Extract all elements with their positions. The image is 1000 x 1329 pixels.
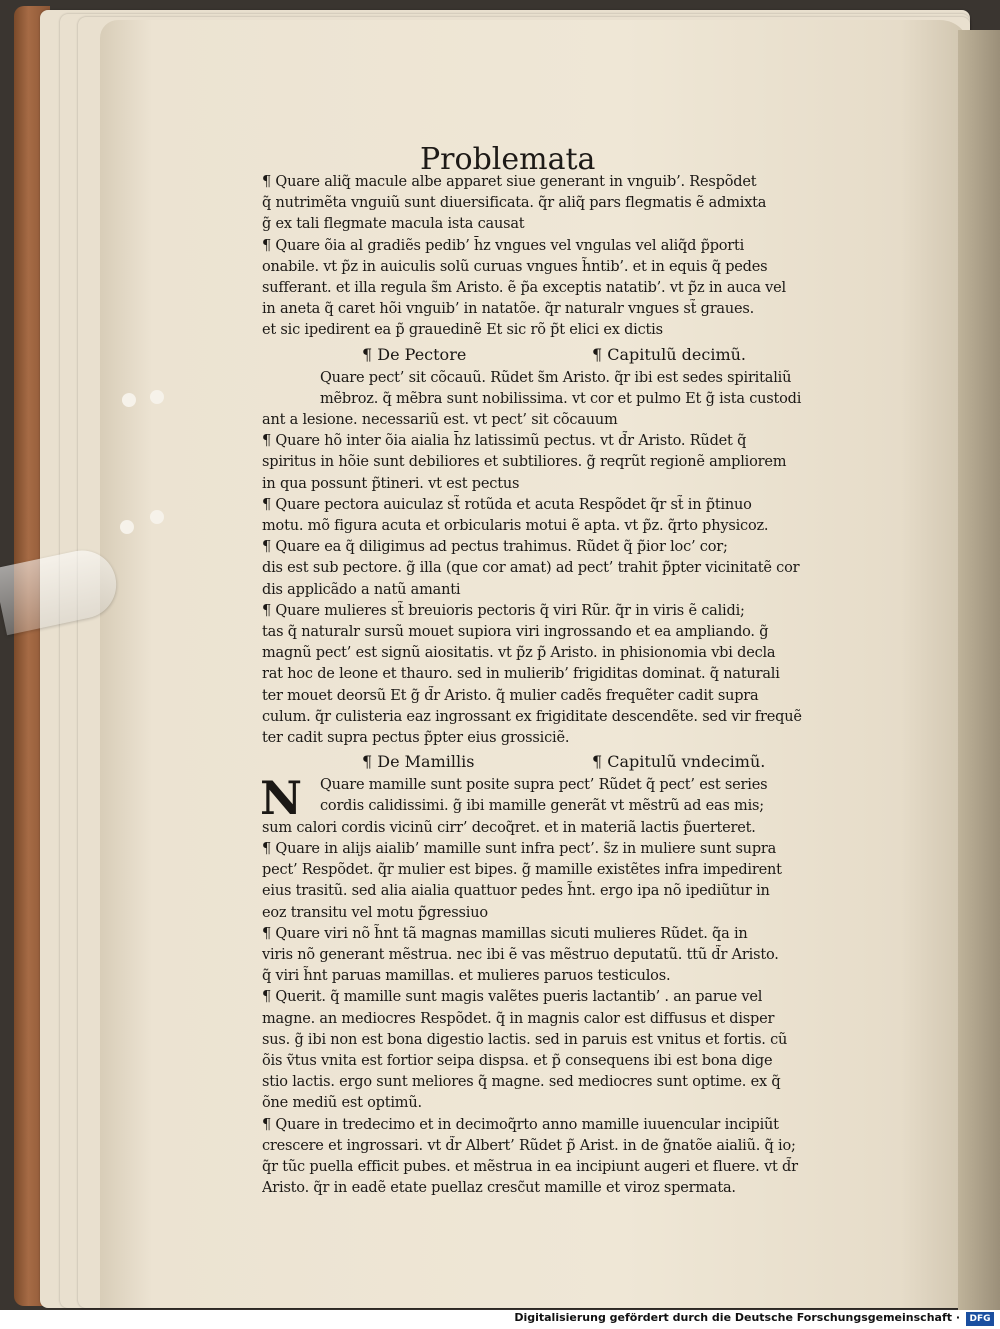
chapter-heading-de-pectore	[262, 342, 862, 368]
text-line: sum calori cordis vicinũ cirr’ decoq̃ret. et in materiã lactis p̃uerteret.	[262, 819, 756, 836]
text-line: pect’ Respõdet. q̃r mulier est bipes. g̃ mamille existẽtes infra impedirent	[262, 862, 782, 879]
text-line: ter cadit supra pectus p̃pter eius grossiciẽ.	[262, 730, 570, 747]
text-line: onabile. vt p̃z in auiculis solũ curuas vngues h̃ntib’. et in equis q̃ pedes	[262, 258, 768, 275]
text-line: ter mouet deorsũ Et g̃ d̃r Aristo. q̃ mulier cadẽs frequẽter cadit supra	[262, 687, 759, 704]
text-line: in aneta q̃ caret hõi vnguib’ in natatõe. q̃r naturalr vngues st̃ graues.	[262, 301, 755, 318]
text-line: tas q̃ naturalr sursũ mouet supiora viri ingrossando et ea ampliando. g̃	[262, 624, 769, 641]
digitization-footer	[0, 1310, 1000, 1329]
text-line: sus. g̃ ibi non est bona digestio lactis. sed in paruis est vnitus et fortis. cũ	[262, 1031, 788, 1048]
text-line: ¶ Quare pectora auiculaz st̃ rotũda et acuta Respõdet q̃r st̃ in p̃tinuo	[262, 496, 752, 513]
text-line: in qua possunt p̃tineri. vt est pectus	[262, 475, 520, 492]
text-line: q̃r tũc puella efficit pubes. et mẽstrua in ea incipiunt augeri et fluere. vt d̃r	[262, 1158, 798, 1175]
worm-hole	[122, 393, 136, 407]
text-line: ¶ Querit. q̃ mamille sunt magis valẽtes pueris lactantib’ . an parue vel	[262, 989, 763, 1006]
worm-hole	[150, 510, 164, 524]
text-line: eoz transitu vel motu p̃gressiuo	[262, 904, 488, 921]
text-line: eius trasitũ. sed alia aialia quattuor pedes h̃nt. ergo ipa nõ ipediũtur in	[262, 883, 770, 900]
text-line: Quare pect’ sit cõcauũ. Rũdet s̃m Aristo. q̃r ibi est sedes spiritaliũ	[320, 369, 792, 386]
text-line: ¶ Quare in tredecimo et in decimoq̃rto anno mamille iuuencular incipiũt	[262, 1116, 779, 1133]
chapter-heading-de-mamillis	[262, 749, 862, 775]
text-line: sufferant. et illa regula s̃m Aristo. ẽ p̃a exceptis natatib’. vt p̃z in auca vel	[262, 280, 786, 297]
chapter-number: ¶ Capitulũ decimũ.	[592, 344, 746, 364]
text-line: culum. q̃r culisteria eaz ingrossant ex frigiditate descendẽte. sed vir frequẽ	[262, 708, 802, 725]
chapter-number: ¶ Capitulũ vndecimũ.	[592, 752, 766, 772]
text-line: spiritus in hõie sunt debiliores et subtiliores. g̃ reqrũt regionẽ ampliorem	[262, 454, 787, 471]
text-line: magne. an mediocres Respõdet. q̃ in magnis calor est diffusus et disper	[262, 1010, 775, 1027]
dfg-logo: DFG	[966, 1312, 994, 1326]
text-line: cordis calidissimi. g̃ ibi mamille generãt vt mẽstrũ ad eas mis;	[320, 798, 764, 815]
section-title: ¶ De Pectore	[362, 344, 467, 364]
text-line: viris nõ generant mẽstrua. nec ibi ẽ vas mẽstruo deputatũ. ttũ d̃r Aristo.	[262, 946, 779, 963]
text-line: ¶ Quare ea q̃ diligimus ad pectus trahimus. Rũdet q̃ p̃ior loc’ cor;	[262, 539, 728, 556]
text-line: ¶ Quare hõ inter õia aialia h̄z latissimũ pectus. vt d̃r Aristo. Rũdet q̃	[262, 433, 747, 450]
text-line: motu. mõ figura acuta et orbicularis motui ẽ apta. vt p̃z. q̃rto physicoz.	[262, 518, 769, 535]
show-through-text	[700, 135, 707, 160]
text-line: dis est sub pectore. g̃ illa (que cor amat) ad pect’ trahit p̃pter vicinitatẽ cor	[262, 560, 800, 577]
paragraph-block	[262, 368, 862, 750]
text-line: ant a lesione. necessariũ est. vt pect’ sit cõcauum	[262, 412, 618, 429]
text-line: ¶ Quare mulieres st̃ breuioris pectoris q̃ viri Rũr. q̃r in viris ẽ calidi;	[262, 602, 745, 619]
paragraph-block	[260, 771, 862, 1199]
text-line: ¶ Quare viri nõ h̃nt tã magnas mamillas sicuti mulieres Rũdet. q̃a in	[262, 925, 748, 942]
text-line: ¶ Quare aliq̃ macule albe apparet siue generant in vnguib’. Respõdet	[262, 174, 757, 190]
text-line: ¶ Quare õia al gradiẽs pedib’ h̄z vngues vel vngulas vel aliq̃d p̃porti	[262, 237, 745, 254]
text-line: g̃ ex tali flegmate macula ista causat	[262, 216, 525, 233]
page-title: Problemata	[420, 142, 596, 177]
text-line: stio lactis. ergo sunt meliores q̃ magne. sed mediocres sunt optime. ex q̃	[262, 1074, 781, 1091]
text-line: õis ṽtus vnita est fortior seipa dispsa. et p̃ consequens ibi est bona dige	[262, 1052, 773, 1069]
text-line: et sic ipedirent ea p̃ grauedinẽ Et sic rõ p̃t elici ex dictis	[262, 322, 663, 339]
text-line: rat hoc de leone et thauro. sed in mulierib’ frigiditas dominat. q̃ naturali	[262, 666, 780, 683]
initial-letter: N	[260, 771, 303, 826]
text-line: q̃ nutrimẽta vnguiũ sunt diuersificata. q̃r aliq̃ pars flegmatis ẽ admixta	[262, 195, 767, 212]
text-line: mẽbroz. q̃ mẽbra sunt nobilissima. vt cor et pulmo Et g̃ ista custodi	[320, 390, 802, 407]
section-title: ¶ De Mamillis	[362, 752, 475, 772]
text-line: q̃ viri h̃nt paruas mamillas. et mulieres paruos testiculos.	[262, 968, 671, 985]
facing-page-gutter	[958, 30, 1000, 1310]
text-line: ¶ Quare in alijs aialib’ mamille sunt infra pect’. s̃z in muliere sunt supra	[262, 840, 777, 857]
page-text	[262, 172, 862, 1199]
text-line: Quare mamille sunt posite supra pect’ Rũdet q̃ pect’ est series	[320, 777, 768, 794]
text-line: dis applicãdo a natũ amanti	[262, 581, 461, 598]
worm-hole	[150, 390, 164, 404]
text-line: Aristo. q̃r in eadẽ etate puellaz cresc̃ut mamille et viroz spermata.	[262, 1180, 736, 1197]
text-line: crescere et ingrossari. vt d̃r Albert’ Rũdet p̃ Arist. in de g̃natõe aialiũ. q̃ io;	[262, 1137, 796, 1154]
text-line: magnũ pect’ est signũ aiositatis. vt p̃z p̃ Aristo. in phisionomia vbi decla	[262, 645, 776, 662]
footer-credit: Digitalisierung gefördert durch die Deutsche Forschungsgemeinschaft ·	[514, 1311, 960, 1324]
text-line: õne mediũ est optimũ.	[262, 1095, 422, 1112]
worm-hole	[120, 520, 134, 534]
